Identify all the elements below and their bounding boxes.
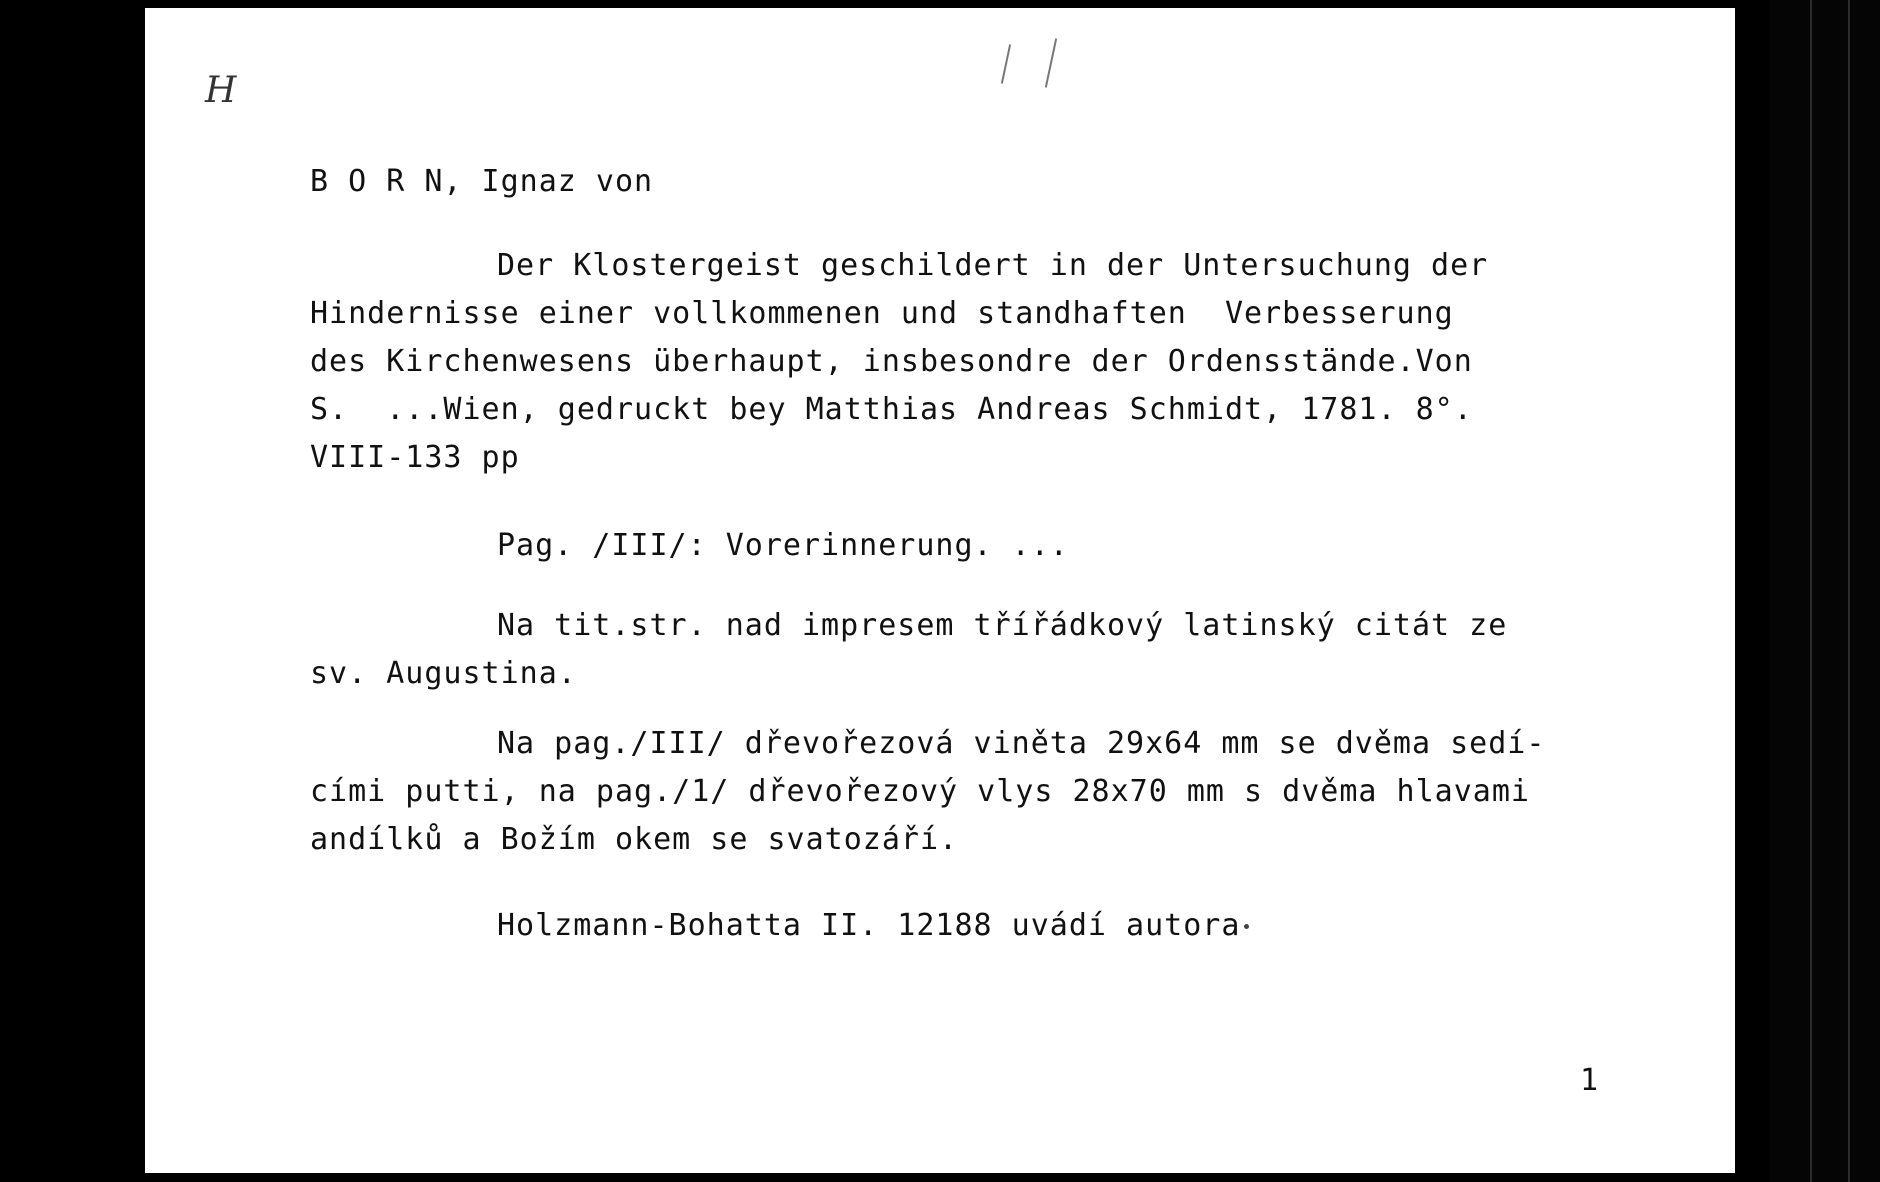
note-pagination: Pag. /III/: Vorerinnerung. ... [497, 528, 1069, 563]
title-line: Der Klostergeist geschildert in der Untersuchung der [497, 248, 1489, 283]
note-vignette: Na pag./III/ dřevořezová viněta 29x64 mm se dvěma sedí- [497, 726, 1546, 761]
pencil-mark [1045, 38, 1057, 87]
catalog-card [145, 8, 1735, 1173]
title-line: Hindernisse einer vollkommenen und standhaften Verbesserung [310, 296, 1454, 331]
page-number: 1 [1580, 1063, 1599, 1098]
note-vignette: cími putti, na pag./1/ dřevořezový vlys 28x70 mm s dvěma hlavami [310, 774, 1530, 809]
note-reference [497, 908, 1249, 943]
author-heading: B O R N, Ignaz von [310, 164, 654, 199]
card-text [145, 8, 1546, 943]
title-line: S. ...Wien, gedruckt bey Matthias Andreas Schmidt, 1781. 8°. [310, 392, 1473, 427]
note-vignette: andílků a Božím okem se svatozáří. [310, 822, 959, 857]
ink-dot [1244, 924, 1249, 929]
title-line: des Kirchenwesens überhaupt, insbesondre der Ordensstände.Von [310, 344, 1473, 379]
title-line: VIII-133 pp [310, 440, 520, 475]
note-title-page: sv. Augustina. [310, 656, 577, 691]
film-edge-line [1810, 0, 1812, 1182]
note-title-page: Na tit.str. nad impresem třířádkový latinský citát ze [497, 608, 1508, 643]
pencil-mark [1001, 44, 1011, 84]
film-edge-line [1848, 0, 1850, 1182]
corner-handwritten-mark: H [205, 70, 237, 111]
film-edge-strip [1770, 0, 1880, 1182]
note-reference-text: Holzmann-Bohatta II. 12188 uvádí autora [497, 908, 1241, 943]
